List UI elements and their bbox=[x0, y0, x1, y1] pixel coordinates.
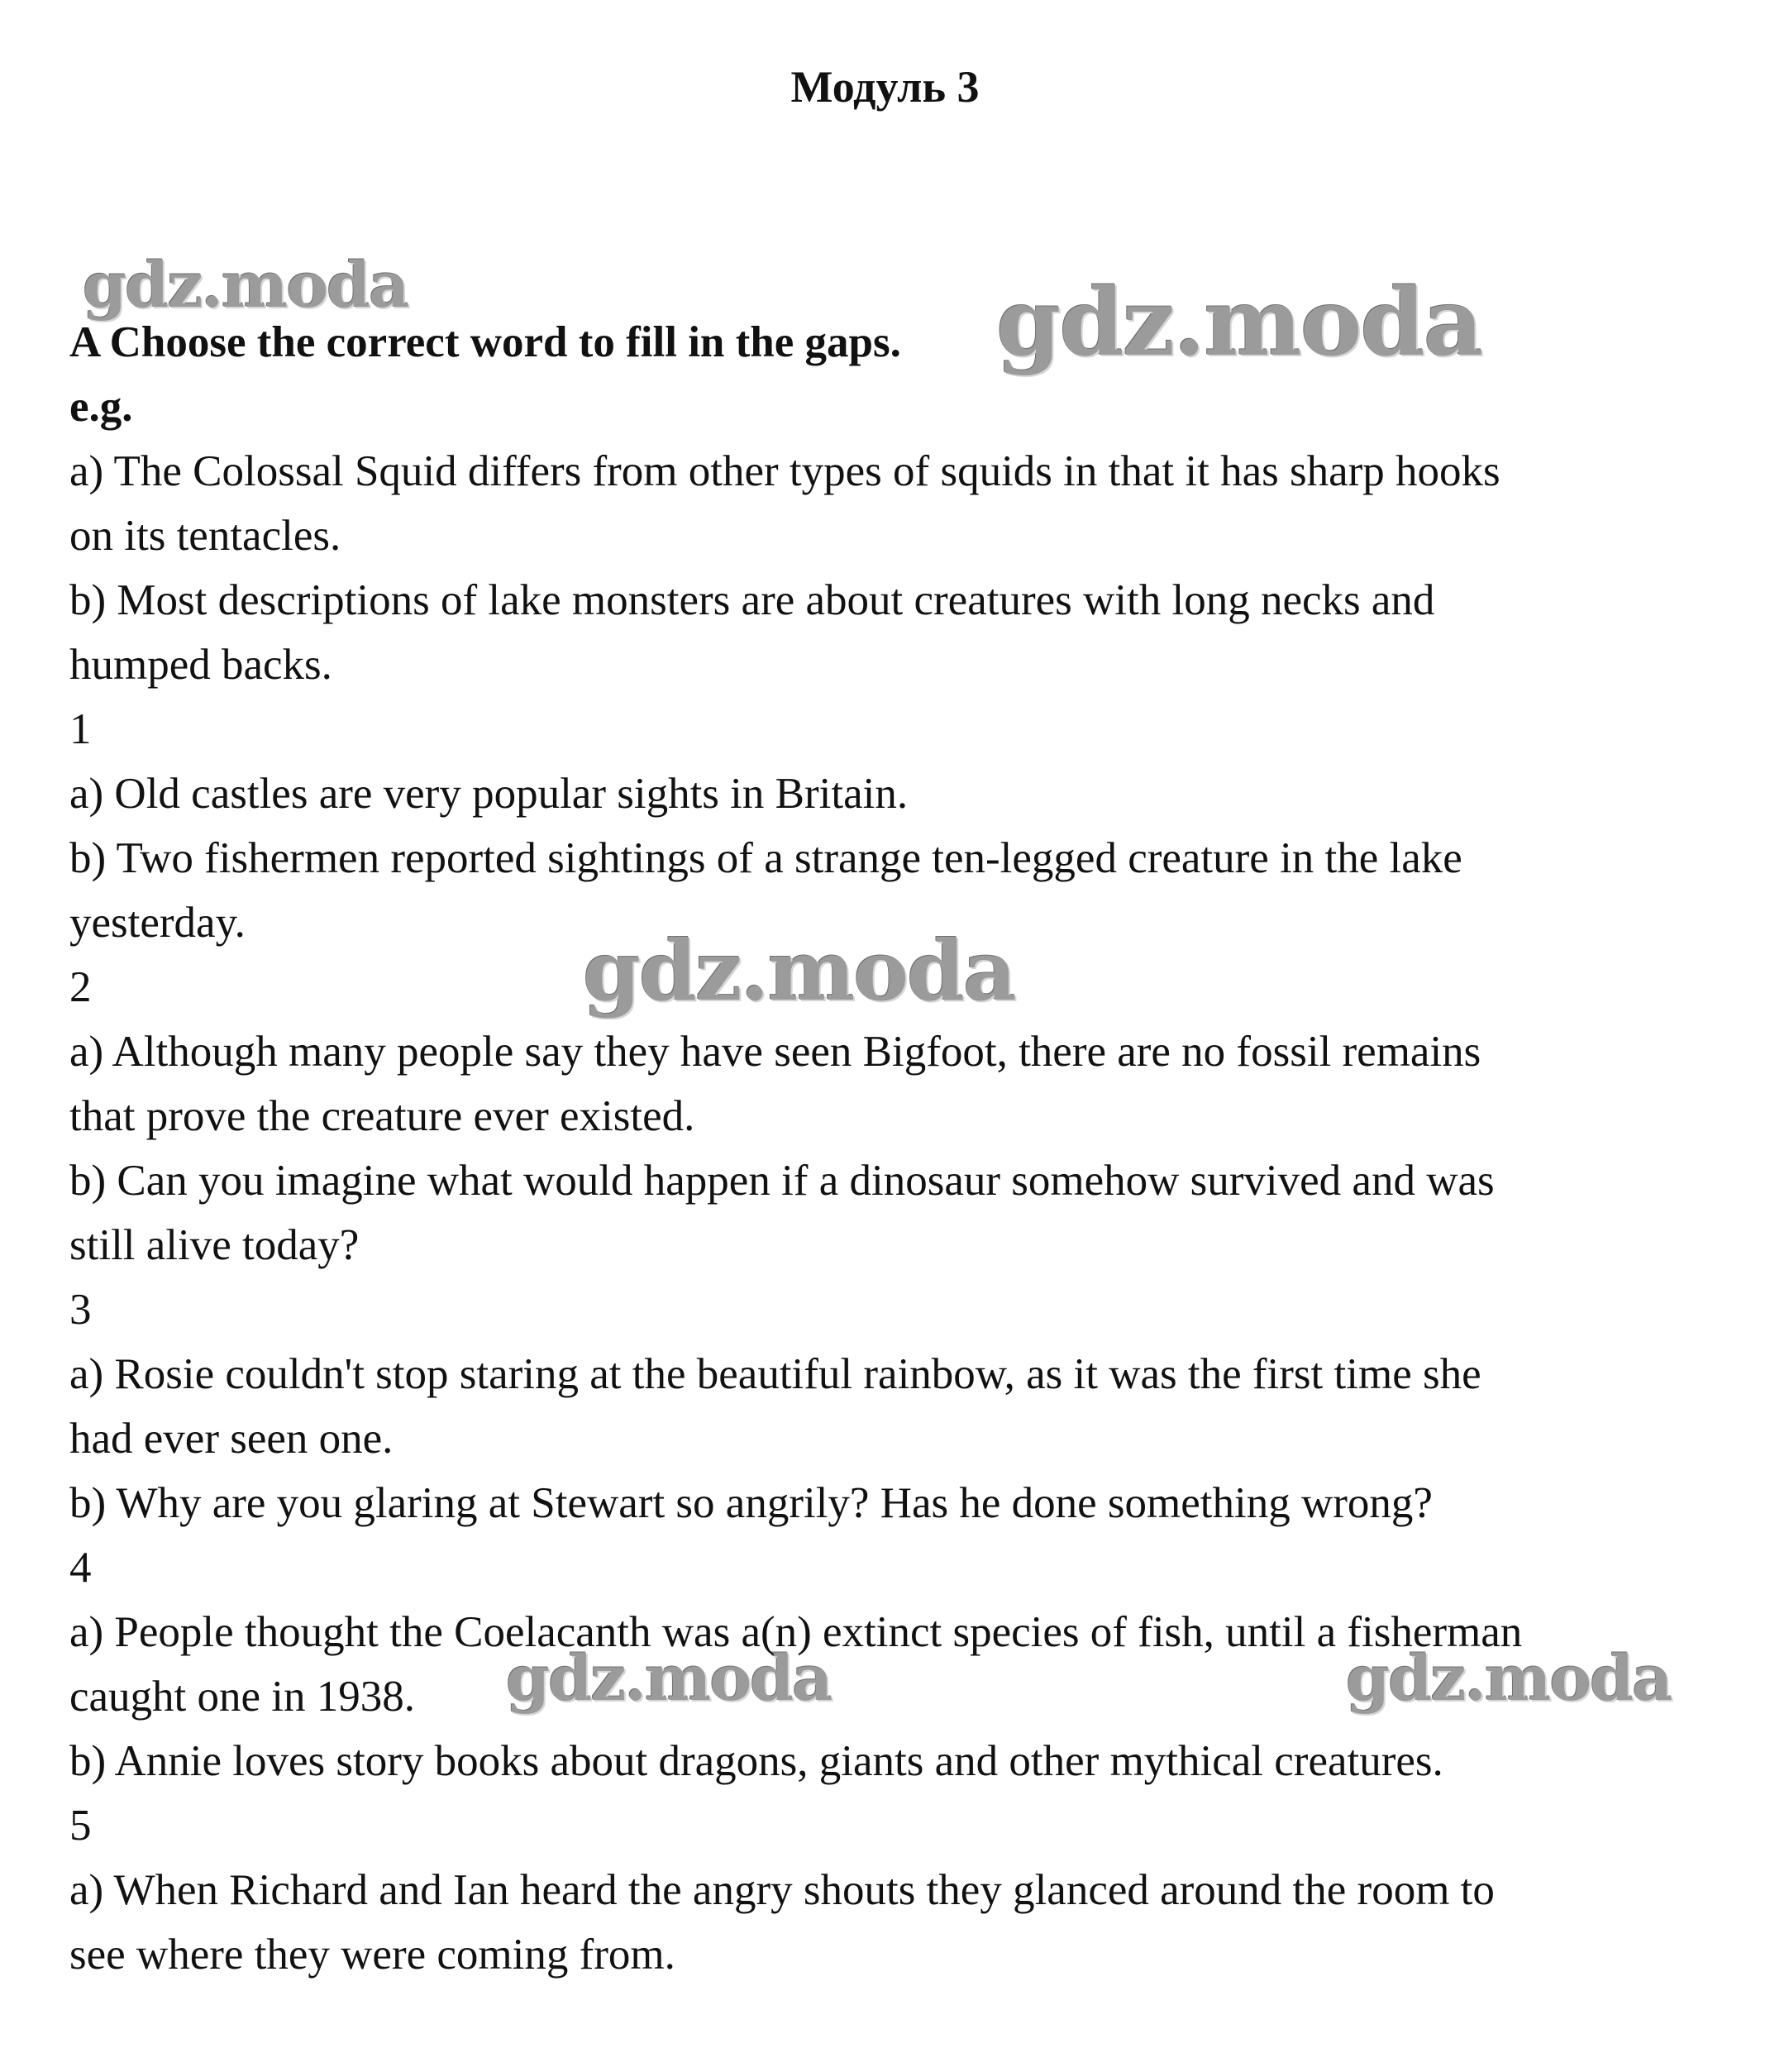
watermark-logo: gdz.moda bbox=[996, 269, 1482, 377]
watermark-logo: gdz.moda bbox=[1346, 1641, 1672, 1715]
exercise-line: a) When Richard and Ian heard the angry shouts they glanced around the room to bbox=[69, 1866, 1495, 1914]
page-title: Модуль 3 bbox=[790, 62, 980, 112]
item-number: 5 bbox=[69, 1802, 92, 1850]
exercise-line: see where they were coming from. bbox=[69, 1931, 675, 1979]
exercise-line: still alive today? bbox=[69, 1221, 360, 1269]
watermark-logo: gdz.moda bbox=[83, 248, 408, 322]
exercise-heading: A Choose the correct word to fill in the gaps. bbox=[69, 318, 901, 366]
exercise-line: b) Can you imagine what would happen if a dinosaur somehow survived and was bbox=[69, 1157, 1495, 1205]
exercise-line: yesterday. bbox=[69, 899, 246, 947]
exercise-line: caught one in 1938. bbox=[69, 1673, 416, 1721]
exercise-line: on its tentacles. bbox=[69, 512, 341, 560]
exercise-line: b) Most descriptions of lake monsters are about creatures with long necks and bbox=[69, 576, 1435, 624]
exercise-line: b) Why are you glaring at Stewart so angrily? Has he done something wrong? bbox=[69, 1479, 1433, 1527]
example-label: e.g. bbox=[69, 383, 133, 431]
exercise-line: humped backs. bbox=[69, 641, 332, 689]
exercise-line: a) Old castles are very popular sights in Britain. bbox=[69, 770, 909, 818]
watermark-logo: gdz.moda bbox=[506, 1641, 832, 1715]
exercise-line: a) Although many people say they have seen Bigfoot, there are no fossil remains bbox=[69, 1028, 1481, 1076]
exercise-content bbox=[69, 310, 1723, 1987]
item-number: 3 bbox=[69, 1286, 92, 1334]
item-number: 2 bbox=[69, 963, 92, 1011]
exercise-line: a) Rosie couldn't stop staring at the beautiful rainbow, as it was the first time she bbox=[69, 1350, 1481, 1398]
watermark-logo: gdz.moda bbox=[583, 922, 1015, 1019]
exercise-line: that prove the creature ever existed. bbox=[69, 1092, 695, 1140]
item-number: 4 bbox=[69, 1544, 92, 1592]
exercise-line: a) People thought the Coelacanth was a(n) extinct species of fish, until a fisherman bbox=[69, 1608, 1523, 1656]
exercise-line: b) Annie loves story books about dragons, giants and other mythical creatures. bbox=[69, 1737, 1443, 1785]
exercise-line: a) The Colossal Squid differs from other types of squids in that it has sharp hooks bbox=[69, 447, 1500, 495]
exercise-line: b) Two fishermen reported sightings of a strange ten-legged creature in the lake bbox=[69, 834, 1462, 882]
item-number: 1 bbox=[69, 705, 92, 753]
exercise-line: had ever seen one. bbox=[69, 1415, 394, 1463]
